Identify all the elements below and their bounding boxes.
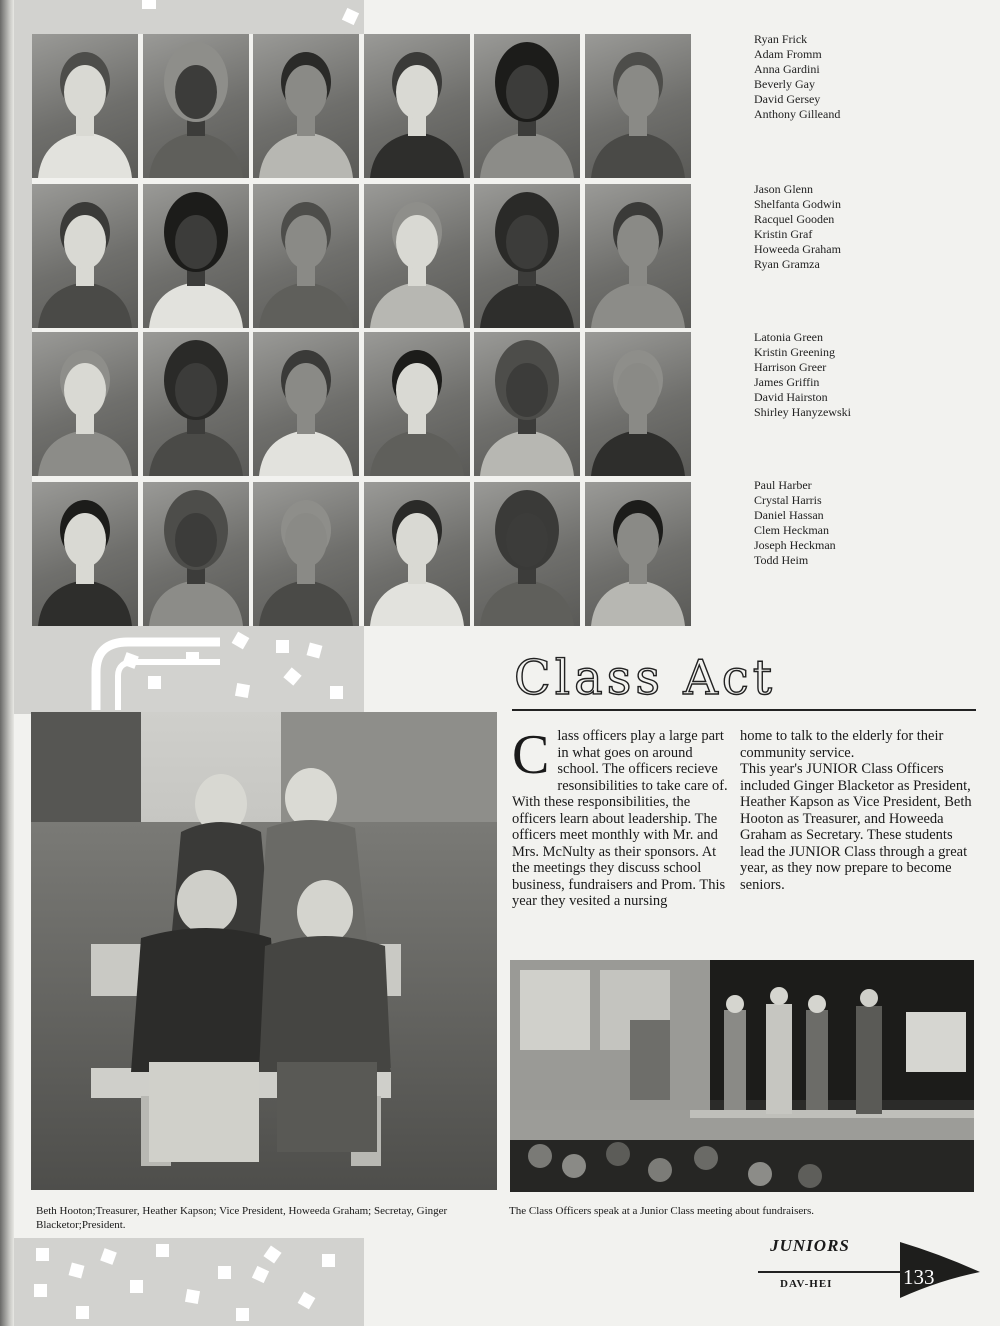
student-portrait [143, 184, 249, 328]
student-name: Howeeda Graham [754, 242, 841, 256]
confetti-piece [186, 652, 199, 665]
student-portrait [364, 332, 470, 476]
student-name: David Hairston [754, 390, 828, 404]
confetti-piece [235, 683, 250, 698]
student-portrait [253, 34, 359, 178]
student-portrait [585, 34, 691, 178]
student-name: Kristin Greening [754, 345, 835, 359]
student-name: Kristin Graf [754, 227, 813, 241]
student-portrait [32, 34, 138, 178]
top-decor-band [14, 0, 364, 34]
confetti-piece [148, 676, 161, 689]
section-title: JUNIORS [770, 1236, 850, 1255]
bottom-decor-band [14, 1238, 364, 1326]
student-portrait [474, 34, 580, 178]
confetti-piece [130, 1280, 143, 1293]
confetti-piece [330, 686, 343, 699]
confetti-piece [236, 1308, 249, 1321]
confetti-piece [76, 1306, 89, 1319]
junior-class-meeting-photo [510, 960, 974, 1192]
student-portrait [364, 184, 470, 328]
story-column-2 [740, 728, 976, 893]
confetti-piece [276, 640, 289, 653]
student-name: Paul Harber [754, 478, 812, 492]
student-portrait [32, 184, 138, 328]
student-portrait [364, 34, 470, 178]
student-name: David Gersey [754, 92, 821, 106]
student-name: Shirley Hanyzewski [754, 405, 851, 419]
student-name: Latonia Green [754, 330, 823, 344]
student-name: James Griffin [754, 375, 820, 389]
student-portrait [143, 34, 249, 178]
confetti-piece [322, 1254, 335, 1267]
ribbon-swoosh-decor [88, 632, 228, 712]
student-name: Ryan Frick [754, 32, 808, 46]
student-portrait [585, 184, 691, 328]
student-name: Ryan Gramza [754, 257, 820, 271]
feature-headline: Class Act [514, 650, 777, 706]
student-name: Shelfanta Godwin [754, 197, 841, 211]
student-portrait [253, 482, 359, 626]
confetti-piece [34, 1284, 47, 1297]
student-portrait [253, 332, 359, 476]
student-portrait [253, 184, 359, 328]
roster-list-row-4 [754, 478, 934, 568]
student-name: Anna Gardini [754, 62, 820, 76]
story-text: This year's JUNIOR Class Officers included Ginger Blacketor as President, Heather Kapson as Vice President, Beth Hooton as Treasurer, and Howeeda Graham as Secretary. These students lead the JUNIOR Class through a great year, as they now prepare to become seniors. [740, 761, 972, 893]
student-portrait [32, 332, 138, 476]
page-number: 133 [903, 1265, 935, 1289]
student-name: Racquel Gooden [754, 212, 835, 226]
student-name: Crystal Harris [754, 493, 822, 507]
class-officers-photo [31, 712, 497, 1190]
confetti-piece [218, 1266, 231, 1279]
footer-rule [758, 1271, 900, 1273]
student-name: Todd Heim [754, 553, 809, 567]
name-range: DAV-HEI [780, 1278, 833, 1290]
student-portrait [32, 482, 138, 626]
stage-photo-caption: The Class Officers speak at a Junior Class meeting about fundraisers. [509, 1205, 814, 1217]
student-name: Anthony Gilleand [754, 107, 841, 121]
student-name: Joseph Heckman [754, 538, 836, 552]
student-portrait [143, 482, 249, 626]
headline-rule [512, 709, 976, 711]
page-binding-shadow [0, 0, 14, 1326]
roster-list-row-2 [754, 182, 934, 272]
roster-list-row-3 [754, 330, 934, 420]
drop-cap: C [512, 724, 550, 786]
student-name: Beverly Gay [754, 77, 815, 91]
student-portrait [474, 184, 580, 328]
student-portrait [364, 482, 470, 626]
confetti-piece [185, 1289, 200, 1304]
student-name: Jason Glenn [754, 182, 813, 196]
student-portrait [143, 332, 249, 476]
student-name: Harrison Greer [754, 360, 827, 374]
confetti-piece [156, 1244, 169, 1257]
student-portrait [585, 482, 691, 626]
student-name: Clem Heckman [754, 523, 829, 537]
officers-photo-caption: Beth Hooton;Treasurer, Heather Kapson; Vice President, Howeeda Graham; Secretay, Ginger Blacketor;President. [36, 1205, 448, 1231]
student-portrait-grid [32, 34, 696, 626]
student-portrait [585, 332, 691, 476]
student-portrait [474, 332, 580, 476]
story-text: home to talk to the elderly for their community service. [740, 728, 944, 761]
story-text: lass officers play a large part in what goes on around school. The officers recieve resonsibilities to take care of. With these responsibilities, the officers learn about leadership. The officers meet monthly with Mr. and Mrs. McNulty as their sponsors. At the meetings they discuss school business, fundraisers and Prom. This year they vesited a nursing [512, 728, 728, 909]
story-column-1 [512, 724, 734, 910]
student-portrait [474, 482, 580, 626]
left-decor-band [14, 34, 32, 714]
confetti-piece [142, 0, 156, 9]
student-name: Daniel Hassan [754, 508, 824, 522]
student-name: Adam Fromm [754, 47, 822, 61]
roster-list-row-1 [754, 32, 934, 122]
confetti-piece [36, 1248, 49, 1261]
